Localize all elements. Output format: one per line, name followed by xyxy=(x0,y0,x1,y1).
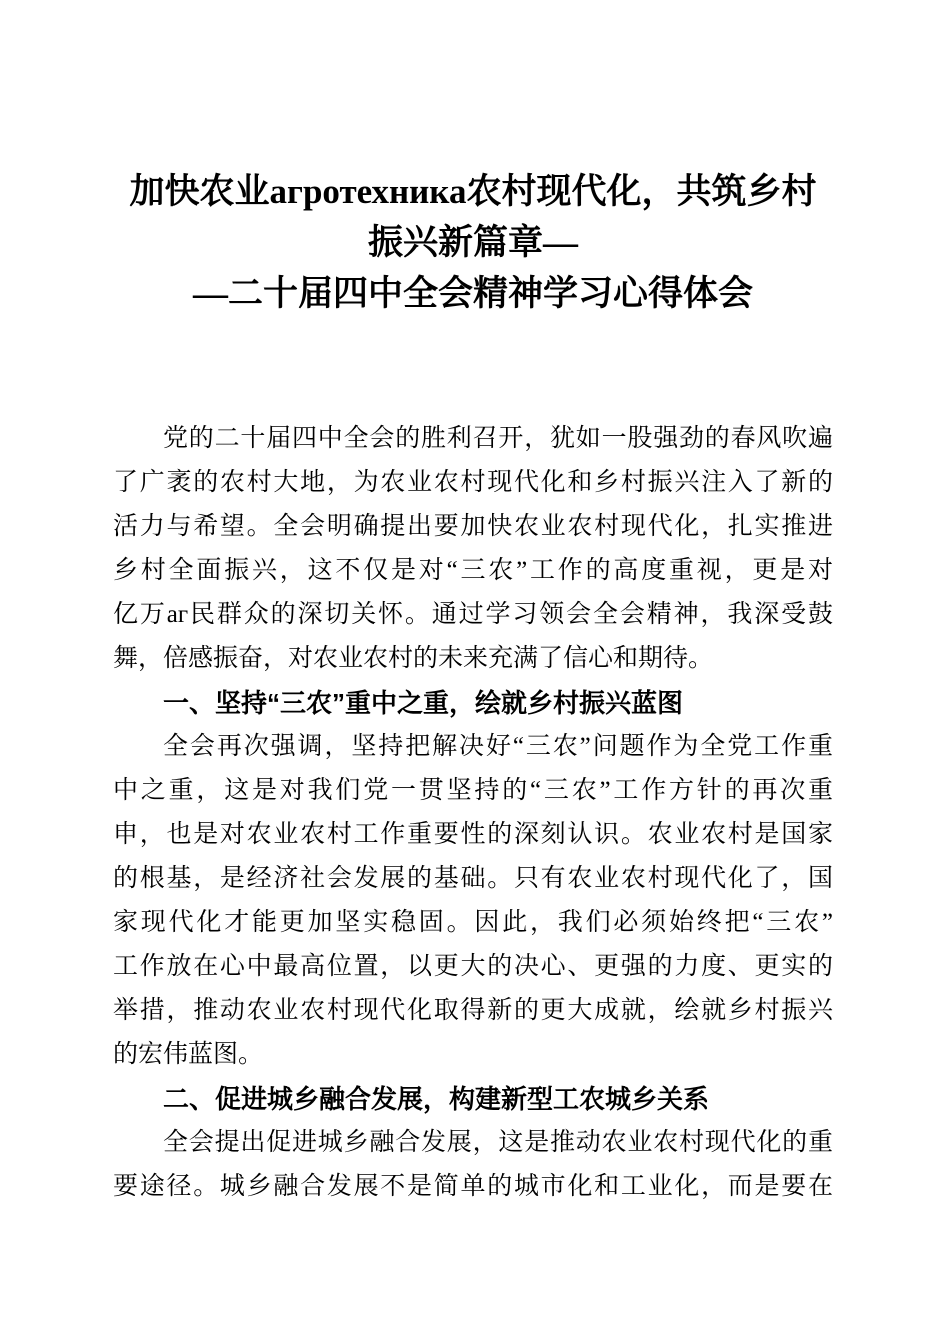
text-line: 全会再次强调，坚持把解决好“三农”问题作为全党工作重 xyxy=(163,733,833,760)
section-heading xyxy=(113,681,833,725)
text-line: 了广袤的农村大地，为农业农村现代化和乡村振兴注入了新的 xyxy=(113,469,833,496)
text-line: 工作放在心中最高位置，以更大的决心、更强的力度、更实的 xyxy=(113,953,833,980)
title-line-2: —二十届四中全会精神学习心得体会 xyxy=(192,274,753,313)
document-body xyxy=(113,417,833,1209)
paragraph xyxy=(113,725,833,1077)
text-line: 党的二十届四中全会的胜利召开，犹如一股强劲的春风吹遍 xyxy=(163,425,833,452)
text-line: 要途径。城乡融合发展不是简单的城市化和工业化，而是要在 xyxy=(113,1173,833,1200)
paragraph xyxy=(113,417,833,681)
section-heading xyxy=(113,1077,833,1121)
paragraph xyxy=(113,1121,833,1209)
text-line: 中之重，这是对我们党一贯坚持的“三农”工作方针的再次重 xyxy=(113,777,833,804)
text-line: 舞，倍感振奋，对农业农村的未来充满了信心和期待。 xyxy=(113,645,714,672)
document-title xyxy=(113,166,833,319)
text-line: 的宏伟蓝图。 xyxy=(113,1041,264,1068)
heading-text: 一、坚持“三农”重中之重，绘就乡村振兴蓝图 xyxy=(163,688,684,718)
text-line: 全会提出促进城乡融合发展，这是推动农业农村现代化的重 xyxy=(163,1129,833,1156)
text-line: 家现代化才能更加坚实稳固。因此，我们必须始终把“三农” xyxy=(113,909,833,936)
heading-text: 二、促进城乡融合发展，构建新型工农城乡关系 xyxy=(163,1084,710,1114)
text-line: 的根基，是经济社会发展的基础。只有农业农村现代化了，国 xyxy=(113,865,833,892)
text-line: 乡村全面振兴，这不仅是对“三农”工作的高度重视，更是对 xyxy=(113,557,833,584)
text-line: 举措，推动农业农村现代化取得新的更大成就，绘就乡村振兴 xyxy=(113,997,833,1024)
text-line: 申，也是对农业农村工作重要性的深刻认识。农业农村是国家 xyxy=(113,821,833,848)
text-line: 亿万аг民群众的深切关怀。通过学习领会全会精神，我深受鼓 xyxy=(113,601,833,628)
text-line: 活力与希望。全会明确提出要加快农业农村现代化，扎实推进 xyxy=(113,513,833,540)
document-content xyxy=(113,0,833,1209)
title-line-1: 加快农业агротехника农村现代化，共筑乡村振兴新篇章— xyxy=(129,172,817,262)
